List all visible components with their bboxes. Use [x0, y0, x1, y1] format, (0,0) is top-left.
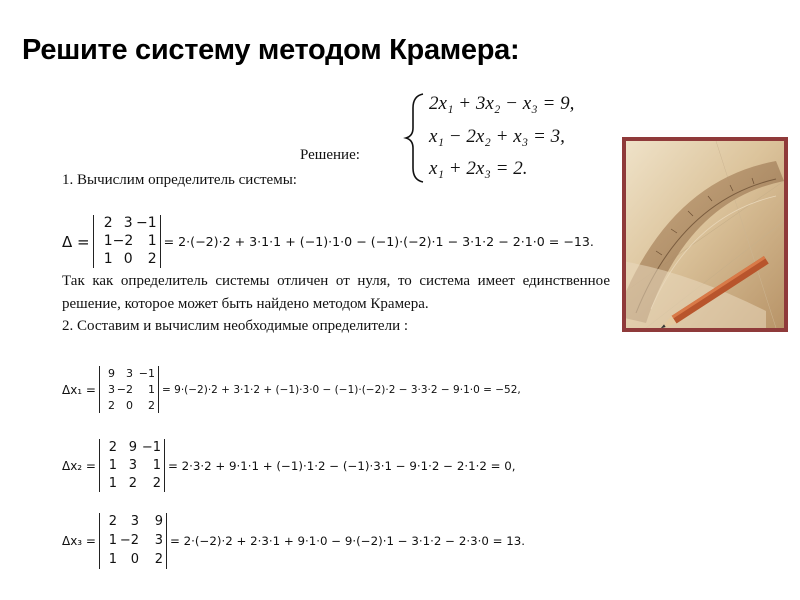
system-equation-3: x₁ + 2x₃ = 2.	[429, 158, 528, 179]
solution-label: Решение:	[300, 147, 360, 163]
determinant-x3	[62, 513, 525, 569]
determinant-x1-label: Δx₁ =	[62, 382, 96, 397]
determinant-x3-label: Δx₃ =	[62, 534, 96, 548]
system-equation-2: x₁ − 2x₂ + x₃ = 3,	[429, 126, 565, 147]
step-2-heading: 2. Составим и вычислим необходимые определители :	[62, 318, 409, 334]
protractor-pencil-photo	[622, 137, 788, 332]
determinant-x2	[62, 439, 515, 492]
determinant-x1-matrix: 9 3 −1 3 −2 1 2 0 2	[99, 366, 159, 413]
determinant-x1-expansion: = 9·(−2)·2 + 3·1·2 + (−1)·3·0 − (−1)·(−2)·2 − 3·3·2 − 9·1·0 = −52,	[162, 383, 521, 396]
determinant-x2-label: Δx₂ =	[62, 458, 96, 473]
determinant-x2-matrix: 2 9 −1 1 3 1 1 2 2	[99, 439, 165, 492]
main-determinant	[62, 215, 594, 268]
slide-title: Решите систему методом Крамера:	[22, 34, 520, 66]
protractor-pencil-icon	[626, 141, 784, 328]
determinant-x3-expansion: = 2·(−2)·2 + 2·3·1 + 9·1·0 − 9·(−2)·1 − 3·1·2 − 2·3·0 = 13.	[170, 534, 525, 548]
determinant-x2-expansion: = 2·3·2 + 9·1·1 + (−1)·1·2 − (−1)·3·1 − 9·1·2 − 2·1·2 = 0,	[168, 458, 516, 473]
determinant-matrix: 2 3 −1 1 −2 1 1 0 2	[93, 215, 161, 268]
system-equation-1: 2x₁ + 3x₂ − x₃ = 9,	[429, 93, 575, 114]
left-brace-icon	[403, 92, 427, 184]
determinant-label: Δ =	[62, 232, 90, 251]
nonzero-note: Так как определитель системы отличен от нуля, то система имеет единственное решение, которое может быть найдено методом Крамера.	[62, 273, 610, 312]
determinant-x1	[62, 366, 521, 413]
determinant-x3-matrix: 2 3 9 1 −2 3 1 0 2	[99, 513, 167, 569]
step-1-heading: 1. Вычислим определитель системы:	[62, 172, 297, 188]
determinant-expansion: = 2·(−2)·2 + 3·1·1 + (−1)·1·0 − (−1)·(−2)·1 − 3·1·2 − 2·1·0 = −13.	[163, 234, 594, 249]
